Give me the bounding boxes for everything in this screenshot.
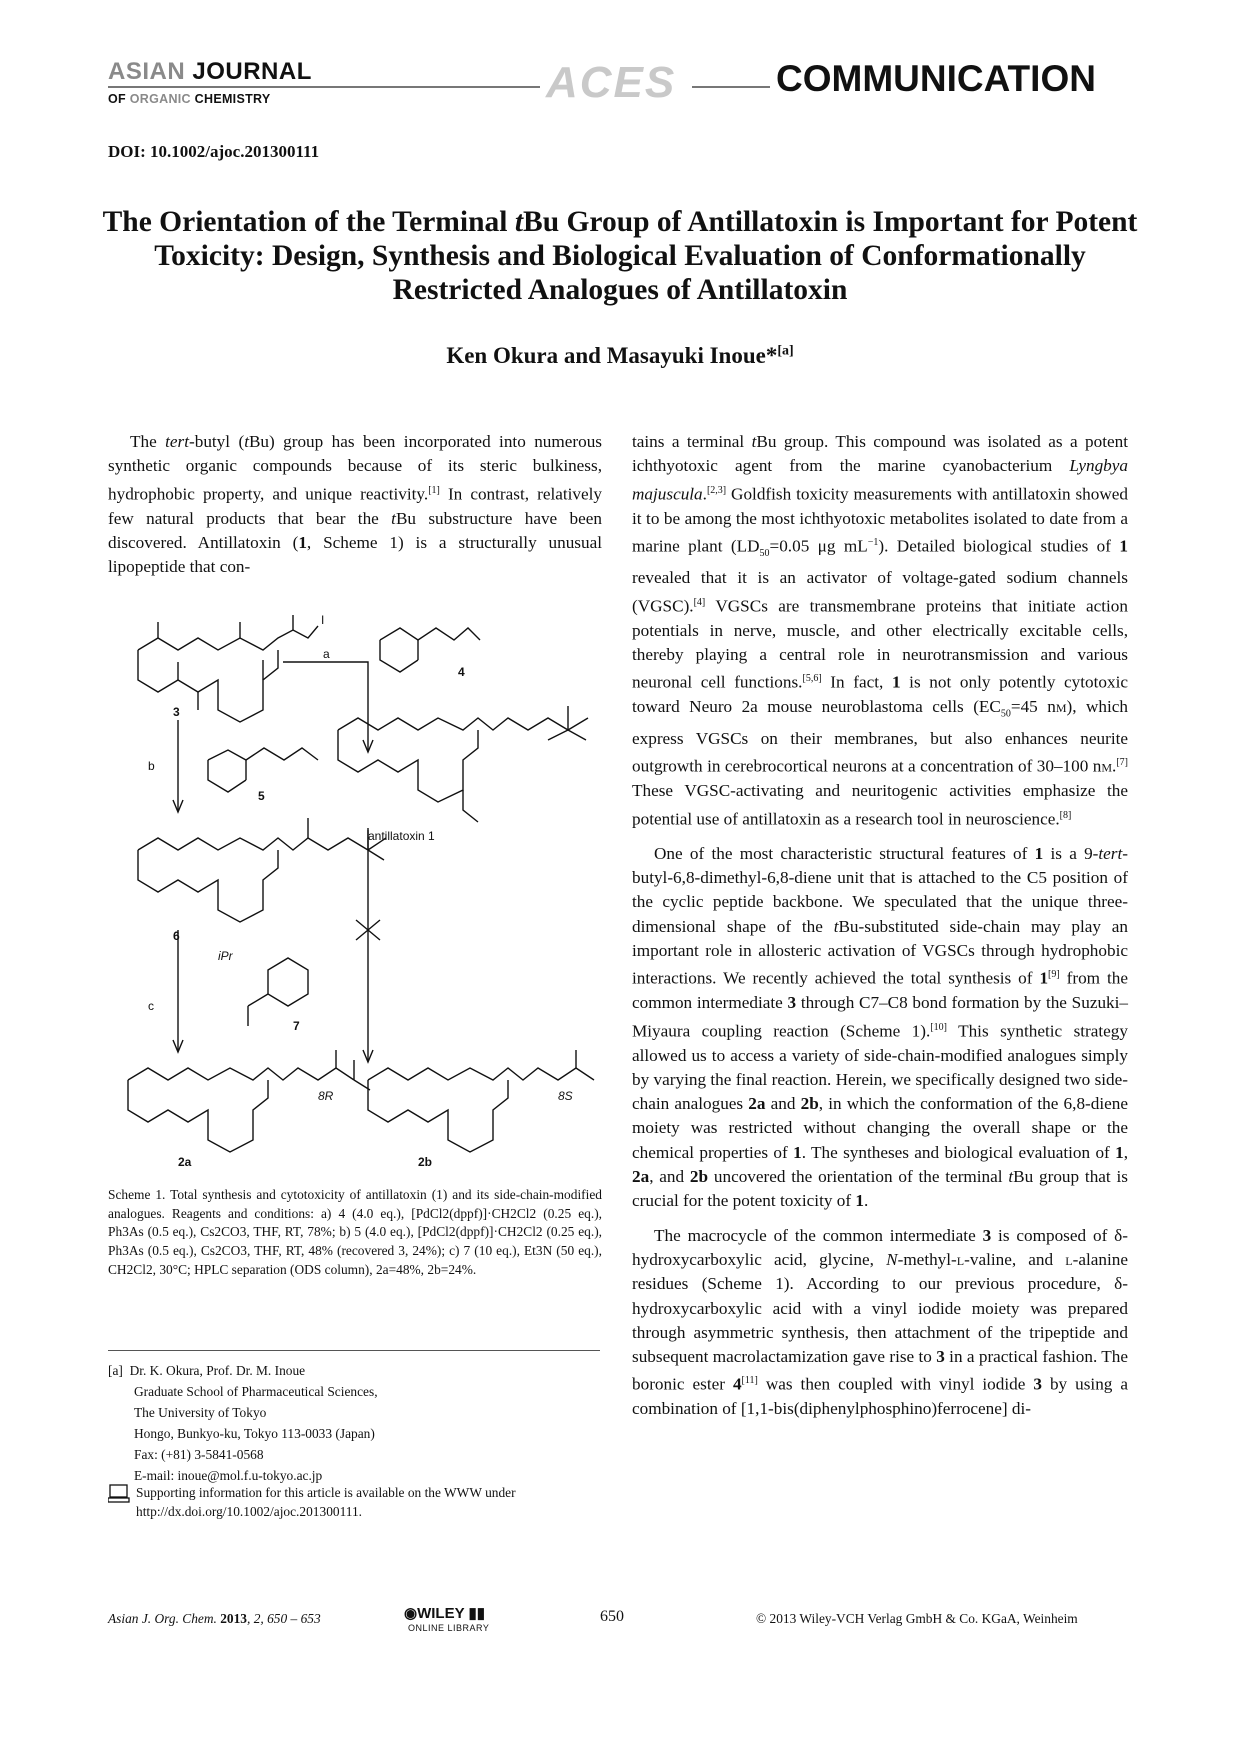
scheme-cmpd-7: 7 [293,1019,300,1033]
scheme-1-figure [118,610,602,1170]
footnote-rule [108,1350,600,1351]
right-column [632,430,1128,1422]
scheme-cmpd-4: 4 [458,665,465,679]
scheme-label-8s: 8S [558,1089,573,1103]
journal-subtitle: OF ORGANIC CHEMISTRY [108,92,271,106]
scheme-reagent-a: a [323,647,330,661]
header-rule-right [692,86,770,88]
scheme-antillatoxin-1: antillatoxin 1 [368,829,435,843]
affiliation: [a] Dr. K. Okura, Prof. Dr. M. Inoue Graduate School of Pharmaceutical Sciences, The University of Tokyo Hongo, Bunkyo-ku, Tokyo 113-0033 (Japan) Fax: (+81) 3-5841-0568 E-mail: inoue@mol.f.u-tokyo.ac.jp [108,1363,378,1483]
paragraph-design: One of the most characteristic structural features of 1 is a 9-tert-butyl-6,8-dimethyl-6,8-diene unit that is attached to the C5 position of the cyclic peptide backbone. We speculated that the unique three-dimensional shape of the tBu-substituted side-chain may play an important role in allosteric activation of VGSCs through hydrophobic interactions. We recently achieved the total synthesis of 1[9] from the common intermediate 3 through C7–C8 bond formation by the Suzuki–Miyaura coupling reaction (Scheme 1).[10] This synthetic strategy allowed us to access a variety of side-chain-modified analogues simply by varying the final reaction. Herein, we specifically designed two side-chain analogues 2a and 2b, in which the conformation of the 6,8-diene moiety was restricted without changing the overall shape or the chemical properties of 1. The syntheses and biological evaluation of 1, 2a, and 2b uncovered the orientation of the terminal tBu group that is crucial for the potent toxicity of 1. [632,843,1129,1211]
section-label: COMMUNICATION [776,58,1096,99]
wiley-logo: ◉WILEY ▮▮ ONLINE LIBRARY [404,1605,490,1633]
header-rule [108,86,540,88]
supporting-info [108,1484,602,1521]
scheme-cmpd-5: 5 [258,789,265,803]
paragraph-intro: The tert-butyl (tBu) group has been incorporated into numerous synthetic organic compounds because of its steric bulkiness, hydrophobic property, and unique reactivity.[1] In contrast, relatively few natural products that bear the tBu substructure have been discovered. Antillatoxin (1, Scheme 1) is a structurally unusual lipopeptide that con- [108,432,602,577]
scheme-label-8r: 8R [318,1089,334,1103]
paragraph-synthesis: The macrocycle of the common intermediate 3 is composed of δ-hydroxycarboxylic acid, glycine, N-methyl-l-valine, and l-alanine residues (Scheme 1). According to our previous procedure, δ-hydroxycarboxylic acid with a vinyl iodide moiety was prepared through asymmetric synthesis, then attachment of the tripeptide and subsequent macrolactamization gave rise to 3 in a practical fashion. The boronic ester 4[11] was then coupled with vinyl iodide 3 by using a combination of [1,1-bis(diphenylphosphino)ferrocene] di- [632,1225,1129,1419]
copyright: © 2013 Wiley-VCH Verlag GmbH & Co. KGaA, Weinheim [756,1611,1078,1626]
computer-icon [108,1484,130,1504]
journal-name: ASIAN JOURNAL [108,58,312,85]
scheme-cmpd-3: 3 [173,705,180,719]
paragraph-antillatoxin: tains a terminal tBu group. This compound was isolated as a potent ichthyotoxic agent from the marine cyanobacterium Lyngbya majuscula.[2,3] Goldfish toxicity measurements with antillatoxin showed it to be among the most ichthyotoxic metabolites isolated to date from a marine plant ($LD_{50}=0.05$ μg $mL^{-1}$). Detailed biological studies of 1 revealed that it is an activator of voltage-gated sodium channels (VGSC).[4] VGSCs are transmembrane proteins that initiate action potentials in nerve, muscle, and other electrically excitable cells, thereby playing a central role in neurotransmission and various neuronal cell functions.[5,6] In fact, 1 is not only potently cytotoxic toward Neuro 2a mouse neuroblastoma cells ($EC_{50}=45$ nm), which express VGSCs on their membranes, but also enhances neurite outgrowth in cerebrocortical neurons at a concentration of 30–100 nm.[7] These VGSC-activating and neuritogenic activities emphasize the potential use of antillatoxin as a research tool in neuroscience.[8] [632,432,1129,829]
left-column [108,430,602,580]
scheme-cmpd-2a: 2a [178,1155,192,1169]
scheme-cmpd-6: 6 [173,929,180,943]
aces-logo: ACES [546,58,677,107]
scheme-cmpd-2b: 2b [418,1155,433,1169]
scheme-reagent-b: b [148,759,155,773]
authors: Ken Okura and Masayuki Inoue*[a] [446,343,794,368]
scheme-caption: Scheme 1. Total synthesis and cytotoxicity of antillatoxin (1) and its side-chain-modified analogues. Reagents and conditions: a) 4 (4.0 eq.), [PdCl2(dppf)]·CH2Cl2 (0.25 eq.), Ph3As (0.5 eq.), Cs2CO3, THF, RT, 78%; b) 5 (4.0 eq.), [PdCl2(dppf)]·CH2Cl2 (0.25 eq.), Ph3As (0.5 eq.), Cs2CO3, THF, RT, 48% (recovered 3, 24%); c) 7 (10 eq.), Et3N (50 eq.), CH2Cl2, 30°C; HPLC separation (ODS column), 2a=48%, 2b=24%. [108,1187,602,1277]
scheme-label-i: I [321,613,325,627]
article-title: The Orientation of the Terminal tBu Group of Antillatoxin is Important for Potent Toxicity: Design, Synthesis and Biological Evaluation of Conformationally Restricted Analogues of Antillatoxin [102,206,1138,306]
scheme-ipr-label: iPr [218,949,233,963]
page-number: 650 [600,1608,624,1625]
doi: DOI: 10.1002/ajoc.201300111 [108,142,320,161]
supporting-info-link[interactable]: Supporting information for this article is available on the WWW under http://dx.doi.org/10.1002/ajoc.201300111. [136,1485,516,1519]
footer-citation: Asian J. Org. Chem. 2013, 2, 650 – 653 [108,1611,321,1626]
scheme-reagent-c: c [148,999,154,1013]
